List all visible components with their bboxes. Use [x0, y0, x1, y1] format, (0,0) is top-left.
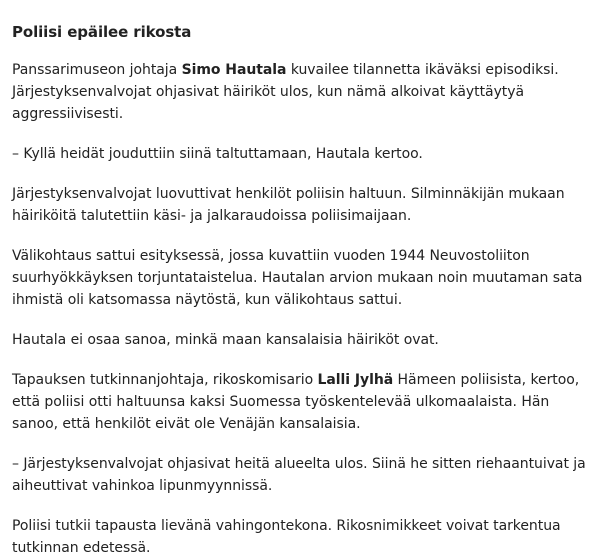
article-paragraph: [12, 59, 591, 125]
paragraph-text: Poliisi tutkii tapausta lievänä vahingontekona. Rikosnimikkeet voivat tarkentua tutkinnan edetessä.: [12, 518, 561, 556]
person-name: Simo Hautala: [181, 62, 287, 78]
article-paragraph: [12, 143, 591, 165]
article-paragraph: [12, 245, 591, 311]
article-paragraph: [12, 369, 591, 435]
article-paragraph: [12, 183, 591, 227]
person-name: Lalli Jylhä: [317, 372, 394, 388]
article-paragraph: [12, 515, 591, 559]
paragraph-text: – Kyllä heidät jouduttiin siinä taltuttamaan, Hautala kertoo.: [12, 146, 423, 162]
section-heading: Poliisi epäilee rikosta: [12, 23, 192, 41]
paragraph-text: kuvailee tilannetta ikäväksi episodiksi. Järjestyksenvalvojat ohjasivat häiriköt ulos, kun nämä alkoivat käyttäytyä aggressiivisesti.: [12, 62, 559, 122]
paragraph-text: Panssarimuseon johtaja: [12, 62, 182, 78]
paragraph-text: Hämeen poliisista, kertoo, että poliisi otti haltuunsa kaksi Suomessa työskentelevää ulkomaalaista. Hän sanoo, että henkilöt eivät ole Venäjän kansalaisia.: [12, 372, 580, 432]
article-paragraph: [12, 453, 591, 497]
paragraph-text: Välikohtaus sattui esityksessä, jossa kuvattiin vuoden 1944 Neuvostoliiton suurhyökkäyksen torjuntataistelua. Hautalan arvion mukaan noin muutaman sata ihmistä oli katsomassa näytöstä, kun välikohtaus sattui.: [12, 248, 583, 308]
paragraph-text: Hautala ei osaa sanoa, minkä maan kansalaisia häiriköt ovat.: [12, 332, 439, 348]
article-paragraph: [12, 329, 591, 351]
paragraph-list: [12, 59, 591, 559]
paragraph-text: Järjestyksenvalvojat luovuttivat henkilöt poliisin haltuun. Silminnäkijän mukaan häiriköitä talutettiin käsi- ja jalkaraudoissa poliisimaijaan.: [12, 186, 565, 224]
paragraph-text: Tapauksen tutkinnanjohtaja, rikoskomisario: [12, 372, 318, 388]
paragraph-text: – Järjestyksenvalvojat ohjasivat heitä alueelta ulos. Siinä he sitten riehaantuivat ja aiheuttivat vahinkoa lipunmyynnissä.: [12, 456, 586, 494]
